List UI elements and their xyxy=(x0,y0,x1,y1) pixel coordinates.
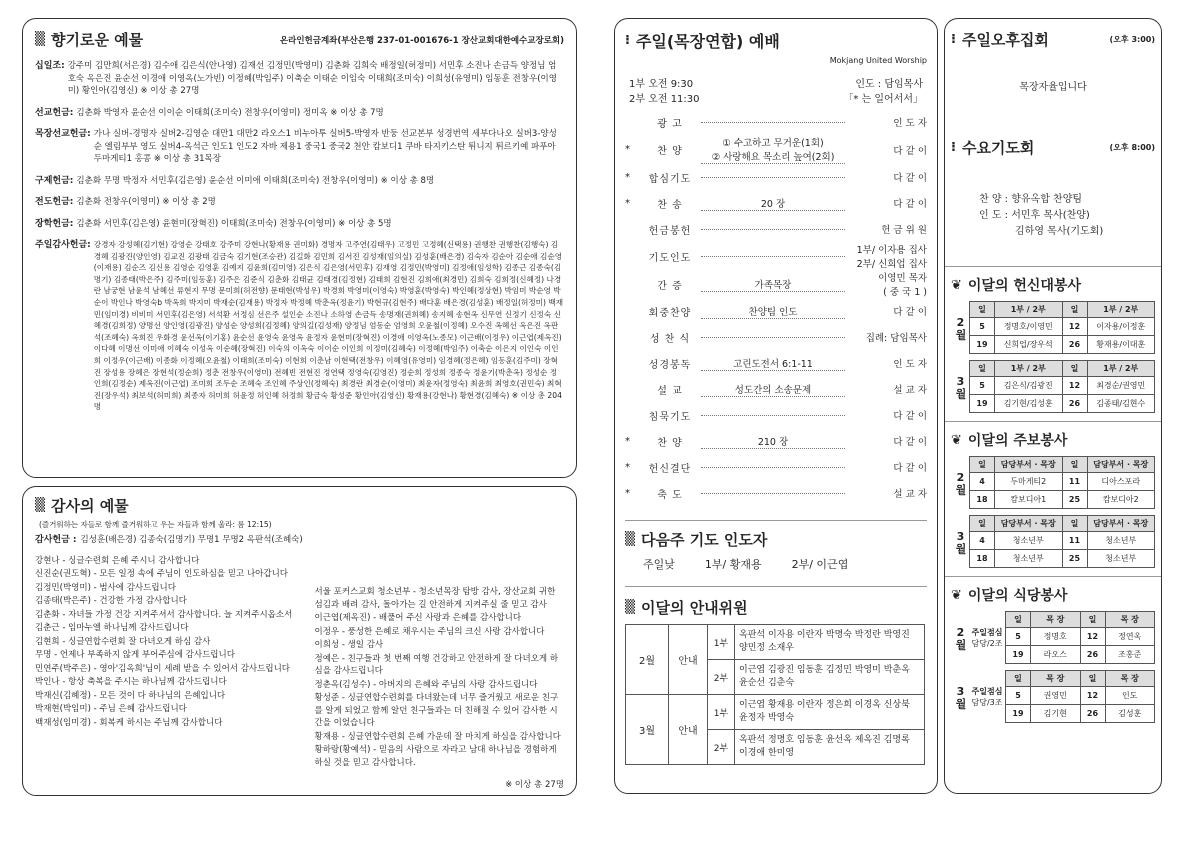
table-header-cell: 일 xyxy=(1080,612,1105,628)
table-row xyxy=(970,491,1155,509)
worship-item-leader: 설 교 자 xyxy=(893,489,927,500)
thanks-item: 황성준 - 싱글연합수련회를 다녀왔는데 너무 즐거웠고 새로운 친구를 알게 되었고 함께 알던 친구들과는 더 친해질 수 있어 감사한 시간을 이었습니다 xyxy=(314,693,559,728)
table-cell: 김종태/김현수 xyxy=(1087,395,1155,413)
offering-entry xyxy=(35,107,564,120)
offering-entry-text: 가나 실버-경명자 실버2-김영순 대만1 대만2 라오스1 비누아투 실버5-박영자 반둥 선교본부 성경번역 세부다나오 실버3-양성순 엘림부부 영도 실버4-옥석근 인도1 인도2 자바 제용1 중국1 중국2 천안 캄보디1 쿠바 타지키스탄 튀니지 튀르키예 파푸아 두마게티1 홍콩 ※ 이상 총 31목장 xyxy=(93,129,557,164)
table-cell: 11 xyxy=(1062,473,1087,491)
stand-marker: * xyxy=(625,144,630,155)
devotion-table xyxy=(969,360,1155,413)
table-header-cell: 담당부서 · 목장 xyxy=(1087,516,1155,532)
table-header-cell: 1부 / 2부 xyxy=(995,302,1063,318)
bars-icon: ▒ xyxy=(625,600,635,615)
month-label: 2월 xyxy=(954,625,967,650)
table-cell: 정명호/이영민 xyxy=(995,318,1063,336)
table-header-cell: 일 xyxy=(970,457,995,473)
table-cell: 4 xyxy=(970,532,995,550)
afternoon-title: ⁝ 주일오후집회 xyxy=(951,31,1049,49)
worship-item xyxy=(625,270,927,298)
devotion-month-block xyxy=(951,360,1155,413)
stand-marker: * xyxy=(625,171,630,183)
usher-part: 1부 xyxy=(708,695,735,730)
offering-entry xyxy=(35,196,564,209)
worship-item-detail: 20 장 xyxy=(701,196,845,211)
time1: 1부 오전 9:30 xyxy=(629,79,694,90)
thanks-item: 이희성 - 생일 감사 xyxy=(314,640,384,650)
worship-item-detail: 고린도전서 6:1-11 xyxy=(701,356,845,371)
next-prayer-title: ▒ 다음주 기도 인도자 xyxy=(625,531,768,549)
offering-entry-label: 목장선교헌금: xyxy=(35,129,91,139)
table-header-cell: 담당부서 · 목장 xyxy=(995,516,1063,532)
worship-item-detail: 210 장 xyxy=(701,434,845,449)
thanks-item: 박재신(김혜정) - 모든 것이 다 하나님의 은혜입니다 xyxy=(35,690,226,701)
worship-item-name: 축 도 xyxy=(657,489,683,501)
usher-names: 옥판석 이자용 이란자 박명숙 박정란 박영진 양민정 소재우 xyxy=(735,625,925,660)
table-header xyxy=(970,457,1155,473)
dining-label: 주일점심 xyxy=(971,627,1003,637)
table-cell: 김기현/김성훈 xyxy=(995,395,1063,413)
table-row xyxy=(970,377,1155,395)
bars-icon: ▒ xyxy=(35,498,45,513)
worship-item-name: 침묵기도 xyxy=(648,411,692,423)
worship-item-leader: 이영민 목자 ( 중 국 1 ) xyxy=(878,273,927,298)
table-cell: 19 xyxy=(1006,646,1031,664)
offering-entry xyxy=(35,239,564,413)
table-cell: 25 xyxy=(1062,491,1087,509)
devotion-table xyxy=(969,301,1155,354)
dining-title: ❦ 이달의 식당봉사 xyxy=(951,587,1068,604)
table-header-cell: 일 xyxy=(1006,671,1031,687)
worship-item-detail xyxy=(701,256,845,257)
table-cell: 5 xyxy=(1006,687,1031,705)
table-cell: 5 xyxy=(970,318,995,336)
worship-item xyxy=(625,242,927,270)
wednesday-leader: 인 도 : 서민후 목사(찬양) xyxy=(979,210,1090,221)
table-header-cell: 목 장 xyxy=(1105,612,1155,628)
table-row xyxy=(970,532,1155,550)
table-cell: 캄보디아1 xyxy=(995,491,1063,509)
table-cell: 정명호 xyxy=(1031,628,1081,646)
worship-item xyxy=(625,298,927,324)
worship-item xyxy=(625,216,927,242)
ushers-title: ▒ 이달의 안내위원 xyxy=(625,599,748,617)
worship-item-detail xyxy=(701,177,845,178)
table-header-cell: 일 xyxy=(970,361,995,377)
worship-item-name: 찬 송 xyxy=(657,199,683,211)
table-cell: 12 xyxy=(1062,318,1087,336)
table-cell: 조홍준 xyxy=(1105,646,1155,664)
worship-item xyxy=(625,428,927,454)
wednesday-title: ⁝ 수요기도회 xyxy=(951,139,1035,157)
table-cell: 청소년부 xyxy=(995,532,1063,550)
table-cell: 26 xyxy=(1062,395,1087,413)
thanks-item: 김춘화 - 자녀들 가정 건강 지켜주셔서 감사합니다. 늘 지켜주시옵소서 xyxy=(35,609,293,620)
thanks-item: 이근엽(제옥진) - 배풀어 주신 사랑과 은혜를 감사합니다 xyxy=(314,613,522,623)
worship-item-detail: 성도간의 소송문제 xyxy=(701,382,845,397)
worship-item-name: 헌금봉헌 xyxy=(648,225,692,237)
table-cell: 청소년부 xyxy=(1087,532,1155,550)
worship-item-name: 찬 양 xyxy=(657,437,683,449)
usher-row xyxy=(626,625,925,660)
table-cell: 신희업/장우석 xyxy=(995,336,1063,354)
table-cell: 라오스 xyxy=(1031,646,1081,664)
table-row xyxy=(1006,687,1155,705)
worship-item-name: 합심기도 xyxy=(648,173,692,185)
worship-item-leader: 설 교 자 xyxy=(893,385,927,396)
thanks-item: 김정민(박영미) - 범사에 감사드립니다 xyxy=(35,582,176,593)
thanks-item: 민연주(박주은) - 영아'김옥희'님이 세례 받을 수 있어서 감사드립니다 xyxy=(35,663,290,674)
worship-item-leader: 다 같 이 xyxy=(893,307,927,318)
thanks-verse: (즐거워하는 자들로 함께 즐거워하고 우는 자들과 함께 울라: 롬 12:15) xyxy=(39,520,272,529)
wednesday-praise: 찬 양 : 향유옥합 찬양팀 xyxy=(979,194,1083,205)
thanks-item: 서울 포커스교회 청소년부 - 청소년목장 탐방 감사, 장산교회 귀한 섬김과 배려 감사, 돌아가는 길 안전하게 지켜주실 줄 믿고 감사 xyxy=(314,587,556,610)
worship-item-leader: 인 도 자 xyxy=(893,118,927,129)
worship-item xyxy=(625,402,927,428)
worship-item xyxy=(625,480,927,506)
devotion-tables xyxy=(951,301,1155,413)
table-cell: 11 xyxy=(1062,532,1087,550)
table-cell: 5 xyxy=(1006,628,1031,646)
offering-entry-text: 강경자 강성혜(김기현) 강영순 강태호 강주미 강현나(황재용 권미화) 경명자 고주연(김태우) 고정민 고정혜(신택용) 권행찬 권행찬(김행숙) 김경혜 김광진(양인영) 김교진 김광태 김금숙 김기현(조승관) 김길화 김민희 김서진 김성재(임의실) 김성훈(배은경) 김숙자 김순아 김순애 김순영(이재용) 김순즈 김신용 김영순 김영훈 김예지 김윤희(김미영) 김은식 김은영(서민후) 김재영 김정민(박영미) 김정애(임성학) 김종근 김종숙(김명기) 김종태(박은주) 김주미(임동훈) 김주은 김준식 김춘화 김태균 김태경(김정현) 김태희 김현진 김희애(최경민) 김희숙 김희정(신혜정) 나경란 남궁현 남윤석 남혜선 류현지 무명 문미희(허전향) 문태현(박성우) 박경희 박영미(이영숙) 박영훈(박영숙) 박인혜(정상현) 박임미 박순영 박순이 박인나 박영숙b 박옥희 박지미 박재순(김재용) 박정자 박정혜 박춘옥(정윤기) 박현규(김현주) 배다훈 배은경(김성훈) 배정일(허정미) 백재민(임미경) 비비미 서민후(김은영) 서석환 서정심 선은주 설인순 소진나 소하영 손금득 송명재(권희혜) 송지혜 송현옥 신무연 신정기 신정숙 신혜경(김희정) 양명선 양인영(김광진) 양성순 양성희(김정혜) 양의길(김성재) 양정님 엄동순 엄영희 오윤철(이정혜) 오수진 옥혜선 옥은진 옥판석(조혜숙) 옥희진 우화경 윤선옥(이기홍) 윤순선 윤영숙 윤영옥 윤정자 윤현미(장혁진) 이경애 이영옥(노종모) 이근배(이정우) 이근엽(제옥진) 이다혜 이명선 이미애 이혜숙 이성옥 이순혜(장혁진) 이숙의 이옥숙 이이순 이인희 이정미(김혜숙) 이정혜(박임주) 이축순 이은지 이인숙 이인희 이정우(이근배) 이종화 이정혜(오윤철) 이태희(조미숙) 이현희 이춘남 이현택(전창우) 이혜영(유영미) 임경혜(정은혜) 임동훈(김주미) 장혁진 장성용 장혜은 장현석(정순희) 정춘 전창우(이영미) 전혜빈 전현진 정연택 정영숙(김영진) 정순희 정성희 정종숙 정윤기(박춘옥) 정성순 정인희(김정순) 제옥진(이근엽) 조미희 조두순 조혜숙 조인혜 주상인(정혜숙) 최경란 최경순(이영미) 최윤자(정영숙) 최윤희 최영호(권민숙) 최혁진(장우석) 최보석(허미희) 최종자 허미희 허윤정 허인혜 허정희 황금숙 황성준 황인아(김영신) 황재용(강현나) 황현경(김혜숙) ※ 이상 총 204명 xyxy=(93,240,564,412)
time2: 2부 오전 11:30 xyxy=(629,94,700,105)
table-header-cell: 일 xyxy=(1006,612,1031,628)
table-cell: 청소년부 xyxy=(995,550,1063,568)
table-cell: 김은식/김광진 xyxy=(995,377,1063,395)
worship-item-detail xyxy=(701,467,845,468)
table-header-cell: 일 xyxy=(970,516,995,532)
bulletin-month-block xyxy=(951,515,1155,568)
worship-item-name: 광 고 xyxy=(657,118,683,130)
afternoon-time: (오후 3:00) xyxy=(1109,35,1155,44)
worship-item-name: 성경봉독 xyxy=(648,359,692,371)
leaf-icon: ❦ xyxy=(951,277,962,293)
worship-item-detail xyxy=(701,415,845,416)
thanks-item: 백재성(임미경) - 회복케 하시는 주님께 감사합니다 xyxy=(35,717,223,728)
table-cell: 두마게티2 xyxy=(995,473,1063,491)
worship-item xyxy=(625,164,927,190)
thanks-item: 김현희 - 싱글연합수련회 잘 다녀오게 하심 감사 xyxy=(35,636,211,647)
table-cell: 19 xyxy=(970,395,995,413)
table-row xyxy=(970,473,1155,491)
offering-entry xyxy=(35,60,564,98)
table-header-cell: 담당부서 · 목장 xyxy=(1087,457,1155,473)
worship-item xyxy=(625,190,927,216)
afternoon-text: 목장자율입니다 xyxy=(1019,82,1087,93)
usher-role: 안내 xyxy=(669,695,708,765)
thanks-item: 김종태(박은주) - 건강한 가정 감사합니다 xyxy=(35,596,187,606)
table-header xyxy=(970,302,1155,318)
thanks-item: 무명 - 언제나 부족하지 않게 부어주심에 감사드립니다 xyxy=(35,650,235,660)
dining-sub: 담당/3조 xyxy=(971,697,1003,707)
table-row xyxy=(970,318,1155,336)
usher-month: 2월 xyxy=(626,625,669,695)
table-header xyxy=(970,361,1155,377)
worship-item-leader: 다 같 이 xyxy=(893,145,927,157)
table-row xyxy=(970,395,1155,413)
bulletin-table xyxy=(969,456,1155,509)
worship-item-name: 성 찬 식 xyxy=(649,333,691,345)
thanks-names: 김성훈(배은경) 김종숙(김명기) 무명1 무명2 옥판석(조혜숙) xyxy=(80,535,303,545)
dining-month-block xyxy=(951,670,1155,723)
offering-title: ▒ 향기로운 예물 xyxy=(35,31,144,49)
month-label: 2월 xyxy=(954,470,967,495)
dining-sub: 담당/2조 xyxy=(971,638,1003,648)
table-header xyxy=(1006,671,1155,687)
worship-item-name: 헌신결단 xyxy=(648,463,692,475)
usher-part: 1부 xyxy=(708,625,735,660)
table-header-cell: 목 장 xyxy=(1031,671,1081,687)
table-cell: 이자용/이정훈 xyxy=(1087,318,1155,336)
worship-item-leader: 다 같 이 xyxy=(893,463,927,474)
leaf-icon: ❦ xyxy=(951,587,962,603)
dining-duty xyxy=(969,611,1005,664)
table-row xyxy=(1006,628,1155,646)
bulletin-table xyxy=(969,515,1155,568)
devotion-title: ❦ 이달의 헌신대봉사 xyxy=(951,277,1081,294)
table-cell: 26 xyxy=(1080,705,1105,723)
worship-item xyxy=(625,109,927,135)
table-cell: 19 xyxy=(970,336,995,354)
wednesday-leader2: 김하영 목사(기도회) xyxy=(1015,226,1104,237)
table-cell: 18 xyxy=(970,491,995,509)
offering-entry-text: 김춘화 무명 박정자 서민후(김은영) 윤순선 이미애 이태희(조미숙) 전창우(이영미) ※ 이상 총 8명 xyxy=(76,175,435,186)
worship-item-leader: 다 같 이 xyxy=(893,199,927,210)
table-header-cell: 일 xyxy=(1062,302,1087,318)
ushers-table xyxy=(625,624,925,765)
next-prayer-p2: 2부/ 이근엽 xyxy=(791,558,849,571)
table-cell: 청소년부 xyxy=(1087,550,1155,568)
table-cell: 김기현 xyxy=(1031,705,1081,723)
thanks-item: 신진순(권도혁) - 모든 일정 속에 주님이 인도하심을 믿고 나아갑니다 xyxy=(35,569,289,579)
dining-label: 주일점심 xyxy=(971,686,1003,696)
worship-lead: 인도 : 담임목사 xyxy=(855,79,923,90)
table-header-cell: 목 장 xyxy=(1105,671,1155,687)
table-cell: 12 xyxy=(1080,687,1105,705)
stand-note: 「* 는 일어서서」 xyxy=(843,94,923,105)
dining-table xyxy=(1005,611,1155,664)
worship-item-detail xyxy=(701,122,845,123)
table-row xyxy=(970,550,1155,568)
table-cell: 26 xyxy=(1080,646,1105,664)
worship-item-name: 기도인도 xyxy=(648,252,692,264)
offering-entry-text: 김춘화 박영자 윤순선 이이순 이태희(조미숙) 전창우(이영미) 정미옥 ※ 이상 총 7명 xyxy=(76,107,384,118)
worship-item-name: 찬 양 xyxy=(657,146,683,157)
dining-tables xyxy=(951,611,1155,723)
thanks-panel xyxy=(22,486,577,796)
usher-part: 2부 xyxy=(708,660,735,695)
table-cell: 4 xyxy=(970,473,995,491)
next-prayer-p1: 1부/ 황재용 xyxy=(704,558,762,571)
worship-item-leader: 인 도 자 xyxy=(893,359,927,370)
offering-entry-label: 구제헌금: xyxy=(35,175,74,186)
worship-item-detail xyxy=(701,229,845,230)
worship-panel xyxy=(614,18,938,794)
worship-item-detail: ① 수고하고 무거운(1회) ② 사랑해요 목소리 높여(2회) xyxy=(701,135,845,164)
table-header-cell: 담당부서 · 목장 xyxy=(995,457,1063,473)
worship-item xyxy=(625,376,927,402)
offering-entry xyxy=(35,175,564,188)
offering-panel xyxy=(22,18,577,478)
usher-row xyxy=(626,695,925,730)
bars-icon: ▒ xyxy=(625,532,635,547)
leaf-icon: ❦ xyxy=(951,432,962,448)
worship-item-leader: 다 같 이 xyxy=(893,437,927,448)
bars-icon: ▒ xyxy=(35,32,45,47)
worship-item xyxy=(625,324,927,350)
usher-names: 옥판석 정명호 임동훈 윤선옥 제옥진 김명록 이경애 한미영 xyxy=(735,730,925,765)
table-row xyxy=(1006,646,1155,664)
marker-icon: ⁝ xyxy=(625,33,630,48)
thanks-total: ※ 이상 총 27명 xyxy=(505,780,564,790)
bulletin-title: ❦ 이달의 주보봉사 xyxy=(951,432,1068,449)
stand-marker: * xyxy=(625,487,630,499)
bulletin-tables xyxy=(951,456,1155,568)
thanks-item: 강현나 - 싱글수련회 은혜 주시니 감사합니다 xyxy=(35,555,200,566)
marker-icon: ⁝ xyxy=(951,32,956,47)
worship-item-detail xyxy=(701,337,845,338)
month-label: 3월 xyxy=(954,374,967,399)
offering-entry-label: 선교헌금: xyxy=(35,107,74,118)
table-cell: 인도 xyxy=(1105,687,1155,705)
table-header-cell: 1부 / 2부 xyxy=(1087,302,1155,318)
thanks-label: 감사헌금 : xyxy=(35,535,77,545)
thanks-right-list xyxy=(314,586,564,769)
offering-entry-label: 십일조: xyxy=(35,61,65,71)
thanks-item: 정춘옥(김성수) - 아버지의 은혜와 주님의 사랑 감사드립니다 xyxy=(314,679,538,690)
dining-month-block xyxy=(951,611,1155,664)
offering-entry-text: 강주미 김만희(서은경) 김수애 김은식(안나영) 김재선 김정민(박영미) 김춘화 김희숙 배정일(허정미) 서민후 소진나 손금득 양정님 엄호숙 옥은진 윤순선 이경애 이영옥(노가빈) 이정혜(박임주) 이축순 이태순 이임숙 이태희(조미숙) 이희성(유영미) 임동훈 전창우(이영미) 황인아(김영신) ※ 이상 총 27명 xyxy=(67,61,557,96)
offering-entry-label: 주일감사헌금: xyxy=(35,240,91,250)
thanks-item: 황재용 - 싱글연합수련회 은혜 가운데 잘 마치게 하심을 감사합니다 xyxy=(314,731,561,742)
offering-entry-label: 장학헌금: xyxy=(35,218,74,229)
table-cell: 25 xyxy=(1062,550,1087,568)
table-cell: 5 xyxy=(970,377,995,395)
offering-entry xyxy=(35,128,564,166)
table-header-cell: 일 xyxy=(1080,671,1105,687)
thanks-item: 황하랑(황예석) - 믿음의 사람으로 자라고 남대 하나님을 경험하게 하실 것을 믿고 감사합니다. xyxy=(314,745,557,768)
table-cell: 12 xyxy=(1062,377,1087,395)
usher-role: 안내 xyxy=(669,625,708,695)
worship-item-name: 설 교 xyxy=(657,385,683,397)
table-cell: 26 xyxy=(1062,336,1087,354)
bulletin-month-block xyxy=(951,456,1155,509)
thanks-item: 이정우 - 풍성한 은혜로 채우시는 주님의 크신 사랑 감사합니다 xyxy=(314,626,545,637)
worship-item-name: 회중찬양 xyxy=(648,307,692,319)
worship-title: ⁝ 주일(목장연합) 예배 xyxy=(625,32,780,51)
table-cell: 캄보디아2 xyxy=(1087,491,1155,509)
table-cell: 황재용/이대훈 xyxy=(1087,336,1155,354)
worship-item xyxy=(625,135,927,164)
marker-icon: ⁝ xyxy=(951,140,956,155)
stand-marker: * xyxy=(625,197,630,209)
worship-item xyxy=(625,350,927,376)
worship-item-leader: 1부/ 이자용 집사 2부/ 신희업 집사 xyxy=(856,245,927,270)
next-prayer-label: 주일낮 xyxy=(643,558,675,571)
worship-item-leader: 집례: 담임목사 xyxy=(865,333,927,344)
offering-entry-text: 김춘화 전창우(이영미) ※ 이상 총 2명 xyxy=(76,197,216,207)
table-cell: 최경순/권영민 xyxy=(1087,377,1155,395)
table-header-cell: 1부 / 2부 xyxy=(995,361,1063,377)
thanks-item: 정예은 - 친구들과 첫 번째 여행 건강하고 안전하게 잘 다녀오게 하심을 감사드립니다 xyxy=(314,653,559,676)
table-header-cell: 일 xyxy=(1062,457,1087,473)
table-cell: 권영민 xyxy=(1031,687,1081,705)
worship-item-leader: 다 같 이 xyxy=(893,411,927,422)
offering-entry-label: 전도헌금: xyxy=(35,197,74,207)
offering-entry xyxy=(35,218,564,231)
table-cell: 디아스포라 xyxy=(1087,473,1155,491)
dining-table xyxy=(1005,670,1155,723)
offering-list xyxy=(35,60,564,413)
table-header-cell: 1부 / 2부 xyxy=(1087,361,1155,377)
offering-entry-text: 김춘화 서민후(김은영) 윤현미(장혁진) 이태희(조미숙) 전창우(이영미) ※ 이상 총 5명 xyxy=(76,218,392,229)
table-header xyxy=(1006,612,1155,628)
thanks-item: 김춘근 - 임마누엘 하나님께 감사드립니다 xyxy=(35,623,189,633)
worship-item-leader: 헌 금 위 원 xyxy=(881,225,927,236)
usher-part: 2부 xyxy=(708,730,735,765)
worship-subtitle: Mokjang United Worship xyxy=(829,56,927,65)
table-cell: 18 xyxy=(970,550,995,568)
month-label: 2월 xyxy=(954,315,967,340)
usher-names: 이근엽 황재용 이란자 정은희 이경옥 신상북 윤정자 박영숙 xyxy=(735,695,925,730)
thanks-item: 박재현(박임미) - 주님 은혜 감사드립니다 xyxy=(35,704,187,714)
table-header-cell: 일 xyxy=(1062,516,1087,532)
worship-item-name: 간 증 xyxy=(657,280,683,292)
afternoon-panel xyxy=(944,18,1162,794)
table-cell: 김성훈 xyxy=(1105,705,1155,723)
table-header-cell: 일 xyxy=(970,302,995,318)
worship-item xyxy=(625,454,927,480)
table-header xyxy=(970,516,1155,532)
table-cell: 12 xyxy=(1080,628,1105,646)
table-header-cell: 일 xyxy=(1062,361,1087,377)
table-header-cell: 목 장 xyxy=(1031,612,1081,628)
devotion-month-block xyxy=(951,301,1155,354)
worship-item-detail: 가족목장 xyxy=(701,277,845,292)
worship-item-leader: 다 같 이 xyxy=(893,173,927,184)
table-row xyxy=(1006,705,1155,723)
table-cell: 정연옥 xyxy=(1105,628,1155,646)
stand-marker: * xyxy=(625,435,630,447)
dining-duty xyxy=(969,670,1005,723)
wednesday-time: (오후 8:00) xyxy=(1109,143,1155,152)
thanks-title: ▒ 감사의 예물 xyxy=(35,497,129,515)
thanks-left-list xyxy=(35,555,304,730)
worship-order xyxy=(625,109,927,506)
table-cell: 19 xyxy=(1006,705,1031,723)
worship-item-detail: 찬양팀 인도 xyxy=(701,304,845,319)
account-info: 온라인헌금계좌(부산은행 237-01-001676-1 장산교회대한예수교장로회) xyxy=(279,35,564,46)
worship-item-detail xyxy=(701,493,845,494)
stand-marker: * xyxy=(625,461,630,473)
month-label: 3월 xyxy=(954,529,967,554)
thanks-item: 박인나 - 항상 축복을 주시는 하나님께 감사드립니다 xyxy=(35,677,227,687)
usher-month: 3월 xyxy=(626,695,669,765)
month-label: 3월 xyxy=(954,684,967,709)
table-row xyxy=(970,336,1155,354)
usher-names: 이근엽 김광진 임동훈 김정민 박영미 박춘옥 윤순선 김춘숙 xyxy=(735,660,925,695)
